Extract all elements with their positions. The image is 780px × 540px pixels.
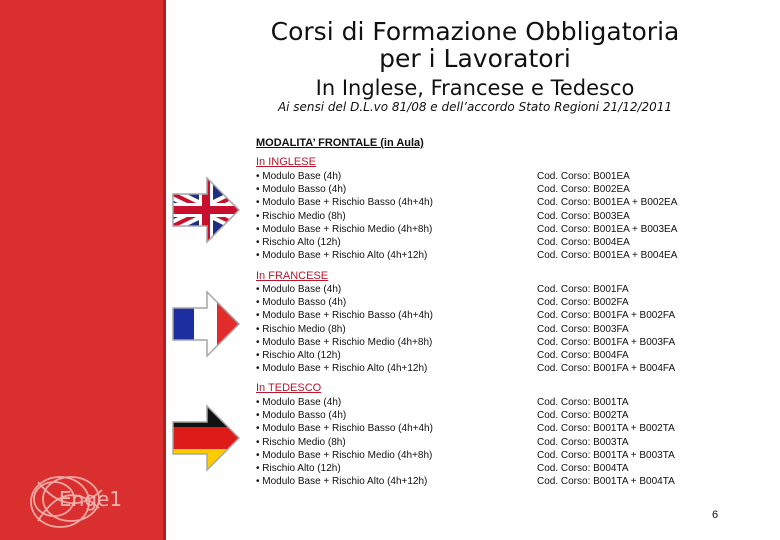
language-subtitle: In Inglese, Francese e Tedesco [315,76,635,100]
course-item: • Modulo Base + Rischio Alto (4h+12h) [256,250,428,262]
course-item: • Modulo Basso (4h) [256,297,347,309]
course-code: Cod. Corso: B002EA [537,184,630,196]
france-flag-arrow-icon [171,290,241,358]
course-item: • Rischio Medio (8h) [256,323,346,335]
course-item: • Modulo Base + Rischio Basso (4h+4h) [256,197,433,209]
course-item: • Rischio Alto (12h) [256,237,341,249]
germany-flag-arrow-icon [171,404,241,472]
red-sidebar [0,0,166,540]
french-code-list [537,283,675,375]
course-item: • Modulo Base + Rischio Basso (4h+4h) [256,423,433,435]
uk-flag-arrow-icon [171,176,241,244]
page-number: 6 [712,509,719,521]
english-heading: In INGLESE [256,156,316,168]
course-code: Cod. Corso: B004TA [537,463,629,475]
course-item: • Rischio Alto (12h) [256,463,341,475]
german-course-list [256,396,433,488]
logo-text: Enge1 [59,487,123,511]
course-code: Cod. Corso: B001TA + B003TA [537,449,675,461]
course-item: • Modulo Basso (4h) [256,184,347,196]
course-code: Cod. Corso: B001FA [537,284,629,295]
course-code: Cod. Corso: B001FA + B002FA [537,310,676,322]
course-item: • Modulo Base (4h) [256,397,342,408]
course-item: • Modulo Base + Rischio Basso (4h+4h) [256,310,433,322]
german-heading: In TEDESCO [256,382,322,394]
course-code: Cod. Corso: B002TA [537,410,629,422]
english-course-list [256,170,433,262]
course-code: Cod. Corso: B003TA [537,436,629,448]
legal-reference: Ai sensi del D.L.vo 81/08 e dell’accordo Stato Regioni 21/12/2011 [277,100,673,114]
course-code: Cod. Corso: B004FA [537,350,629,362]
course-item: • Modulo Base + Rischio Alto (4h+12h) [256,363,428,375]
course-item: • Modulo Base + Rischio Medio (4h+8h) [256,449,433,461]
course-item: • Rischio Medio (8h) [256,436,346,448]
section-title: MODALITA’ FRONTALE (in Aula) [256,137,424,149]
course-item: • Modulo Base (4h) [256,284,342,295]
english-code-list [537,170,677,262]
course-item: • Modulo Base + Rischio Medio (4h+8h) [256,223,433,235]
german-code-list [537,396,675,488]
course-item: • Rischio Alto (12h) [256,350,341,362]
course-code: Cod. Corso: B001FA + B004FA [537,363,676,375]
course-code: Cod. Corso: B001EA + B002EA [537,197,678,209]
course-code: Cod. Corso: B001TA + B002TA [537,423,675,435]
course-code: Cod. Corso: B003EA [537,210,630,222]
course-item: • Modulo Basso (4h) [256,410,347,422]
course-code: Cod. Corso: B001EA + B004EA [537,250,678,262]
page-title-line-1: Corsi di Formazione Obbligatoria [270,17,680,46]
french-heading: In FRANCESE [256,270,329,282]
course-code: Cod. Corso: B003FA [537,323,629,335]
course-code: Cod. Corso: B001FA + B003FA [537,336,676,348]
course-code: Cod. Corso: B004EA [537,237,630,249]
course-code: Cod. Corso: B001EA + B003EA [537,223,678,235]
course-item: • Rischio Medio (8h) [256,210,346,222]
course-code: Cod. Corso: B002FA [537,297,629,309]
course-item: • Modulo Base (4h) [256,171,342,182]
french-course-list [256,283,433,375]
page-title-line-2: per i Lavoratori [379,44,571,73]
course-code: Cod. Corso: B001EA [537,171,630,182]
course-item: • Modulo Base + Rischio Alto (4h+12h) [256,476,428,488]
course-item: • Modulo Base + Rischio Medio (4h+8h) [256,336,433,348]
course-code: Cod. Corso: B001TA + B004TA [537,476,675,488]
course-code: Cod. Corso: B001TA [537,397,629,408]
